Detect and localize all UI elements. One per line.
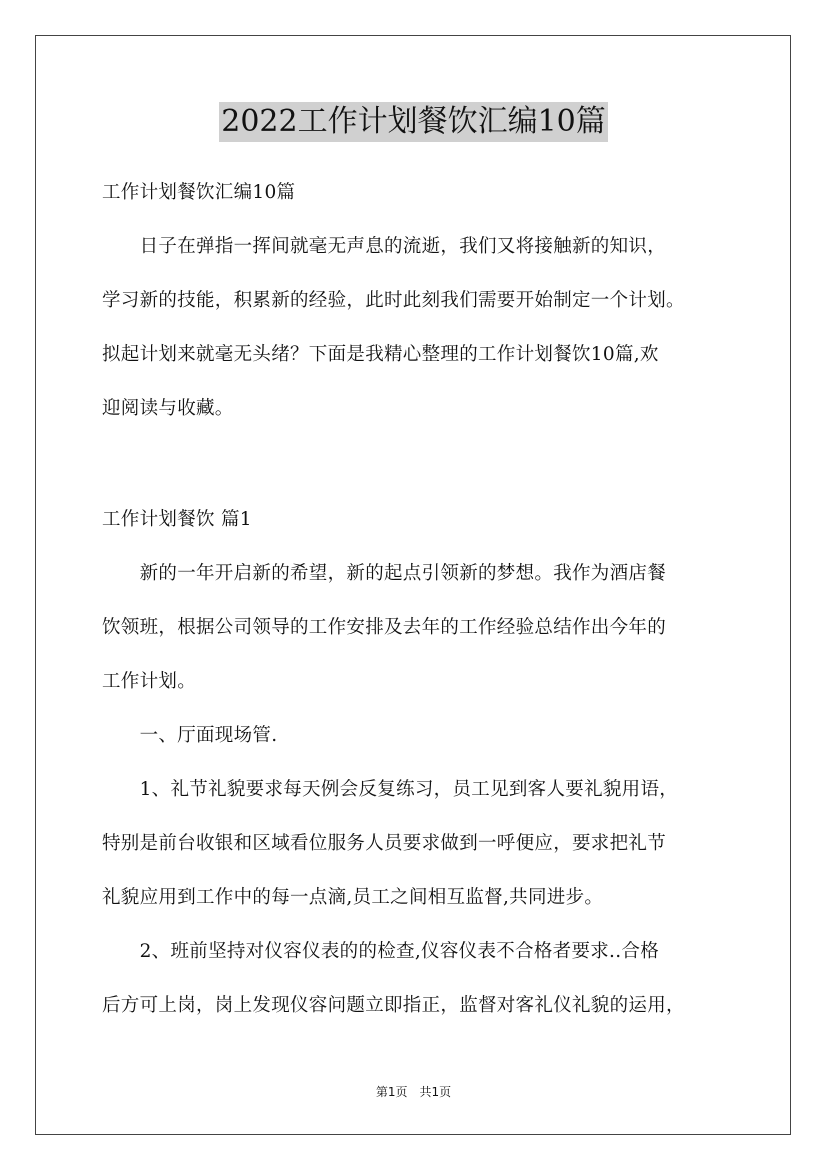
title-area [0, 102, 827, 142]
paragraph-line: 拟起计划来就毫无头绪？下面是我精心整理的工作计划餐饮10篇,欢 [102, 344, 659, 365]
paragraph-line: 2、班前坚持对仪容仪表的的检查,仪容仪表不合格者要求..合格 [102, 941, 660, 962]
paragraph-line: 新的一年开启新的希望，新的起点引领新的梦想。我作为酒店餐 [102, 563, 667, 584]
paragraph-line: 特别是前台收银和区域看位服务人员要求做到一呼便应，要求把礼节 [102, 833, 667, 854]
page-number-footer: 第1页 共1页 [375, 1085, 452, 1099]
paragraph-line: 后方可上岗，岗上发现仪容问题立即指正，监督对客礼仪礼貌的运用， [102, 995, 685, 1016]
paragraph-line: 一、厅面现场管. [102, 725, 278, 746]
paragraph-line: 1、礼节礼貌要求每天例会反复练习，员工见到客人要礼貌用语， [102, 779, 679, 800]
paragraph-line: 工作计划。 [102, 671, 197, 692]
paragraph-line: 饮领班，根据公司领导的工作安排及去年的工作经验总结作出今年的 [102, 617, 667, 638]
section-heading: 工作计划餐饮 篇1 [102, 509, 252, 530]
paragraph-line: 迎阅读与收藏。 [102, 398, 234, 419]
paragraph-line: 日子在弹指一挥间就毫无声息的流逝，我们又将接触新的知识， [102, 236, 667, 257]
subtitle-line: 工作计划餐饮汇编10篇 [102, 182, 296, 203]
paragraph-line: 礼貌应用到工作中的每一点滴,员工之间相互监督,共同进步。 [102, 887, 604, 908]
paragraph-line: 学习新的技能，积累新的经验，此时此刻我们需要开始制定一个计划。 [102, 290, 685, 311]
document-title: 2022工作计划餐饮汇编10篇 [219, 102, 608, 142]
